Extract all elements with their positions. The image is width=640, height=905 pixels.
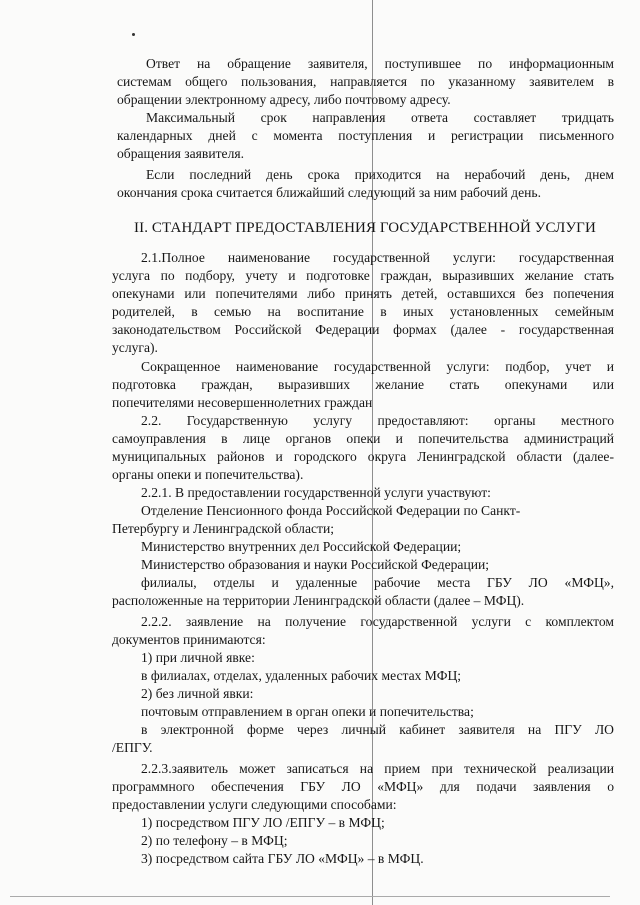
text-line: Ответ на обращение заявителя, поступившее по информационным (146, 56, 614, 71)
text-line: 2.2.1. В предоставлении государственной услуги участвуют: (141, 485, 491, 500)
text-line: филиалы, отделы и удаленные рабочие места ГБУ ЛО «МФЦ», (141, 575, 614, 590)
text-line: самоуправления в лице органов опеки и попечительства администраций (112, 431, 614, 446)
text-line: органы опеки и попечительства). (112, 467, 304, 482)
text-line: подготовка граждан, выразивших желание стать опекунами или (112, 377, 614, 392)
text-line: 2.2.3.заявитель может записаться на прием при технической реализации (141, 761, 614, 776)
text-line: обращения заявителя. (117, 146, 245, 161)
text-line: 2.2. Государственную услугу предоставляют: органы местного (141, 413, 614, 428)
text-line: 2.2.2. заявление на получение государственной услуги с комплектом (141, 614, 614, 629)
text-line: Петербургу и Ленинградской области; (112, 521, 334, 536)
text-line: в филиалах, отделах, удаленных рабочих местах МФЦ; (141, 668, 462, 683)
text-line: Министерство образования и науки Российской Федерации; (141, 557, 490, 572)
text-line: законодательством Российской Федерации формах (далее - государственная (112, 322, 614, 337)
text-line: 2.1.Полное наименование государственной услуги: государственная (141, 250, 614, 265)
text-line: предоставлении услуги следующими способами: (112, 797, 397, 812)
text-line: родителей, в семью на воспитание в иных установленных семейным (112, 304, 614, 319)
text-line: календарных дней с момента поступления и регистрации письменного (117, 128, 614, 143)
scan-dot (132, 33, 135, 36)
text-line: окончания срока считается ближайший следующий за ним рабочий день. (117, 185, 542, 200)
text-line: расположенные на территории Ленинградской области (далее – МФЦ). (112, 593, 525, 608)
text-line: 1) при личной явке: (141, 650, 255, 665)
text-line: попечителями несовершеннолетних граждан (112, 395, 373, 410)
text-line: услуга по подбору, учету и подготовке граждан, выразивших желание стать (112, 268, 614, 283)
text-line: программного обеспечения ГБУ ЛО «МФЦ» для подачи заявления о (112, 779, 614, 794)
section-heading: II. СТАНДАРТ ПРЕДОСТАВЛЕНИЯ ГОСУДАРСТВЕННОЙ УСЛУГИ (134, 220, 596, 236)
text-line: почтовым отправлением в орган опеки и попечительства; (141, 704, 474, 719)
text-line: 2) по телефону – в МФЦ; (141, 833, 288, 848)
text-line: обращении электронному адресу, либо почтовому адресу. (117, 92, 451, 107)
text-line: услуга). (112, 340, 158, 355)
text-line: документов принимаются: (112, 632, 266, 647)
text-line: Если последний день срока приходится на нерабочий день, днем (146, 167, 614, 182)
text-line: в электронной форме через личный кабинет заявителя на ПГУ ЛО (141, 722, 614, 737)
text-line: муниципальных районов и городского округа Ленинградской области (далее- (112, 449, 614, 464)
text-line: Сокращенное наименование государственной услуги: подбор, учет и (141, 359, 614, 374)
page-bottom-edge (10, 896, 610, 897)
text-line: системам общего пользования, направляется по указанному заявителем в (117, 74, 614, 89)
text-line: Министерство внутренних дел Российской Федерации; (141, 539, 462, 554)
text-line: Отделение Пенсионного фонда Российской Федерации по Санкт- (141, 503, 521, 518)
text-line: опекунами или попечителями либо принять детей, оставшихся без попечения (112, 286, 614, 301)
text-line: 3) посредством сайта ГБУ ЛО «МФЦ» – в МФЦ. (141, 851, 424, 866)
text-line: 2) без личной явки: (141, 686, 254, 701)
text-line: 1) посредством ПГУ ЛО /ЕПГУ – в МФЦ; (141, 815, 385, 830)
text-line: /ЕПГУ. (112, 740, 153, 755)
text-line: Максимальный срок направления ответа составляет тридцать (146, 110, 614, 125)
